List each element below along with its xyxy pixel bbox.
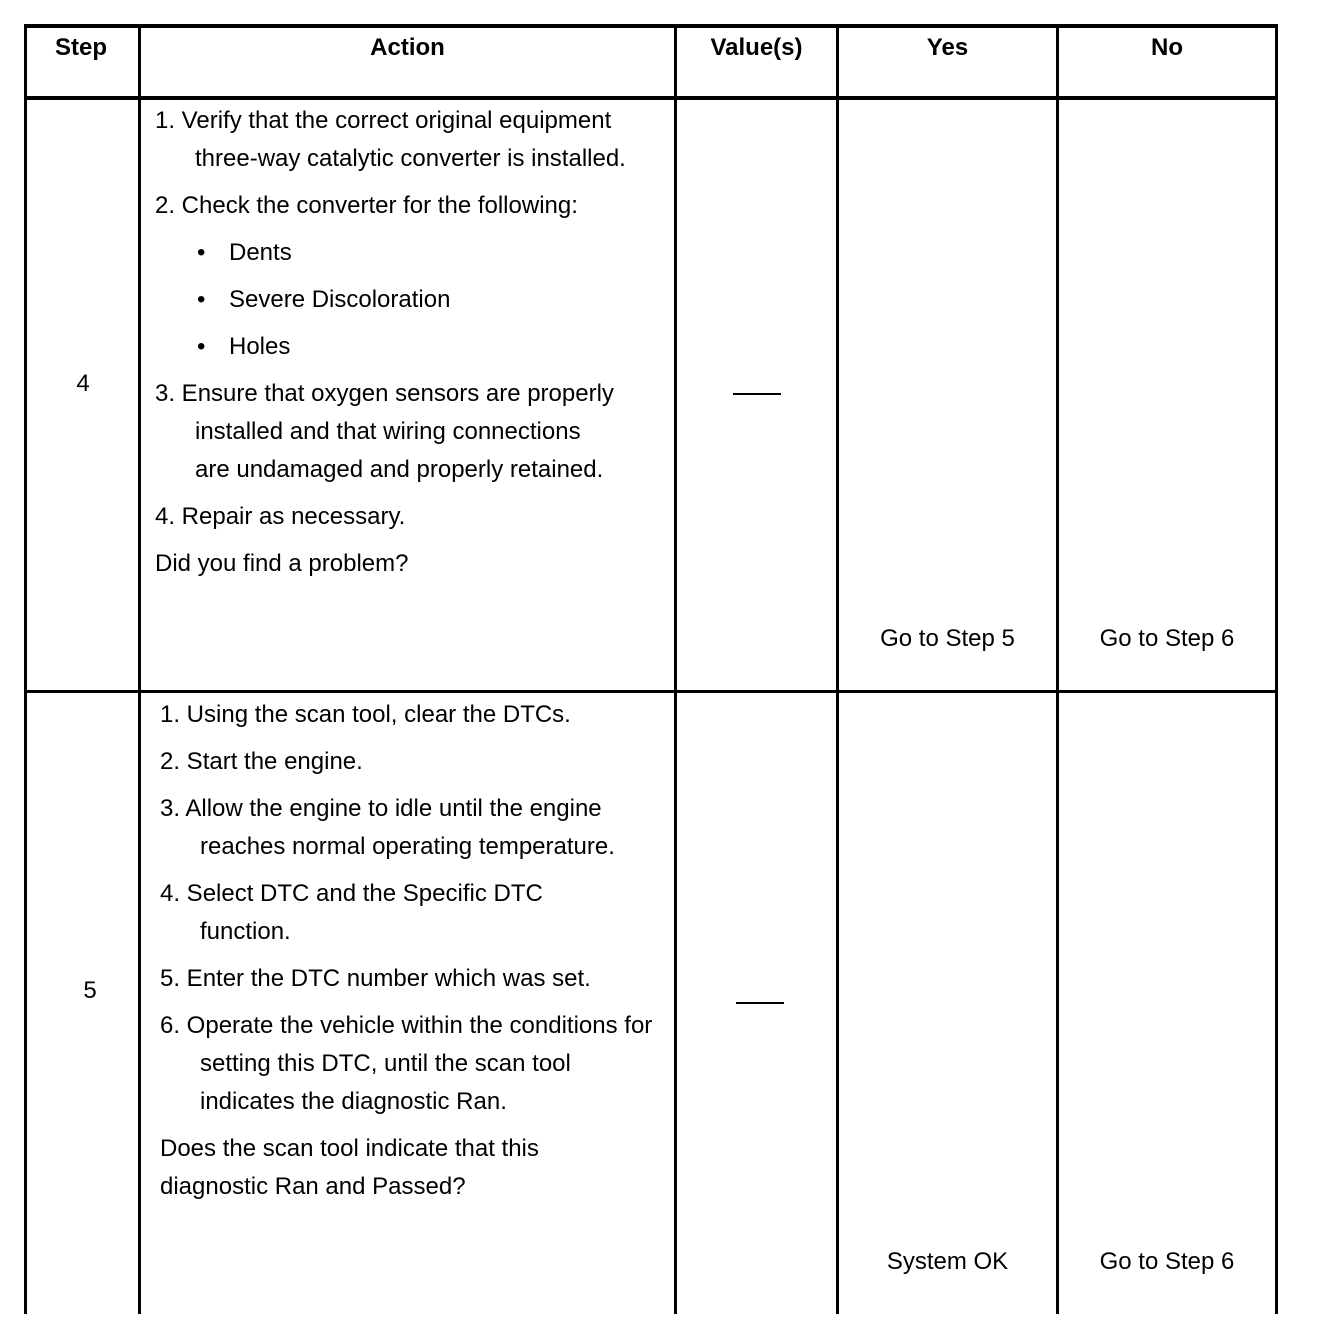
action-item-text: 4. Repair as necessary. [155,503,406,530]
table-right-border [1275,24,1278,1314]
yes-result: System OK [886,1248,1009,1275]
table-top-border [24,24,1277,28]
bullet-icon: • [197,239,206,266]
action-item-text: 6. Operate the vehicle within the conditions for setting this DTC, until the scan tool indicates the diagnostic Ran. [160,1012,653,1115]
action-item [155,498,670,536]
bullet-item [155,328,670,366]
action-item [155,375,615,489]
diagnostic-table [24,24,1277,1314]
col-divider-action [674,24,677,1314]
action-item [160,875,620,951]
action-item [155,187,670,225]
header-action: Action [370,34,445,61]
action-text [155,102,670,583]
action-item [160,696,672,734]
action-text [160,696,672,1206]
header-no: No [1151,34,1183,61]
bullet-text: Severe Discoloration [229,286,451,313]
action-item [160,960,672,998]
col-divider-step [138,24,141,1314]
no-result: Go to Step 6 [1099,1248,1235,1275]
action-item [155,102,670,178]
action-item-text: 2. Check the converter for the following: [155,192,578,219]
value-dash [733,393,781,395]
bullet-text: Holes [229,333,291,360]
action-question: Did you find a problem? [155,550,409,577]
header-step: Step [54,34,107,61]
col-divider-values [836,24,839,1314]
action-item-text: 1. Verify that the correct original equipment three-way catalytic converter is installed. [155,107,626,172]
action-item [160,790,620,866]
header-values: Value(s) [710,34,803,61]
action-item [160,1007,660,1121]
step-number: 4 [76,370,90,397]
bullet-text: Dents [229,239,292,266]
bullet-icon: • [197,333,206,360]
action-item [160,743,672,781]
action-item-text: 3. Ensure that oxygen sensors are properly installed and that wiring connections are undamaged and properly retained. [155,380,614,483]
col-divider-yes [1056,24,1059,1314]
action-item-text: 1. Using the scan tool, clear the DTCs. [160,701,571,728]
bullet-icon: • [197,286,206,313]
action-item-text: 2. Start the engine. [160,748,363,775]
bullet-item [155,281,670,319]
header-divider [24,96,1277,100]
step-number: 5 [83,977,97,1004]
no-result: Go to Step 6 [1099,625,1235,652]
action-item-text: 3. Allow the engine to idle until the engine reaches normal operating temperature. [160,795,615,860]
action-item-text: 5. Enter the DTC number which was set. [160,965,591,992]
header-yes: Yes [926,34,969,61]
row-divider [24,690,1277,693]
action-item-text: 4. Select DTC and the Specific DTC function. [160,880,543,945]
yes-result: Go to Step 5 [880,625,1015,652]
value-dash [736,1002,784,1004]
table-left-border [24,24,27,1314]
bullet-item [155,234,670,272]
action-question: Does the scan tool indicate that this diagnostic Ran and Passed? [160,1135,539,1200]
